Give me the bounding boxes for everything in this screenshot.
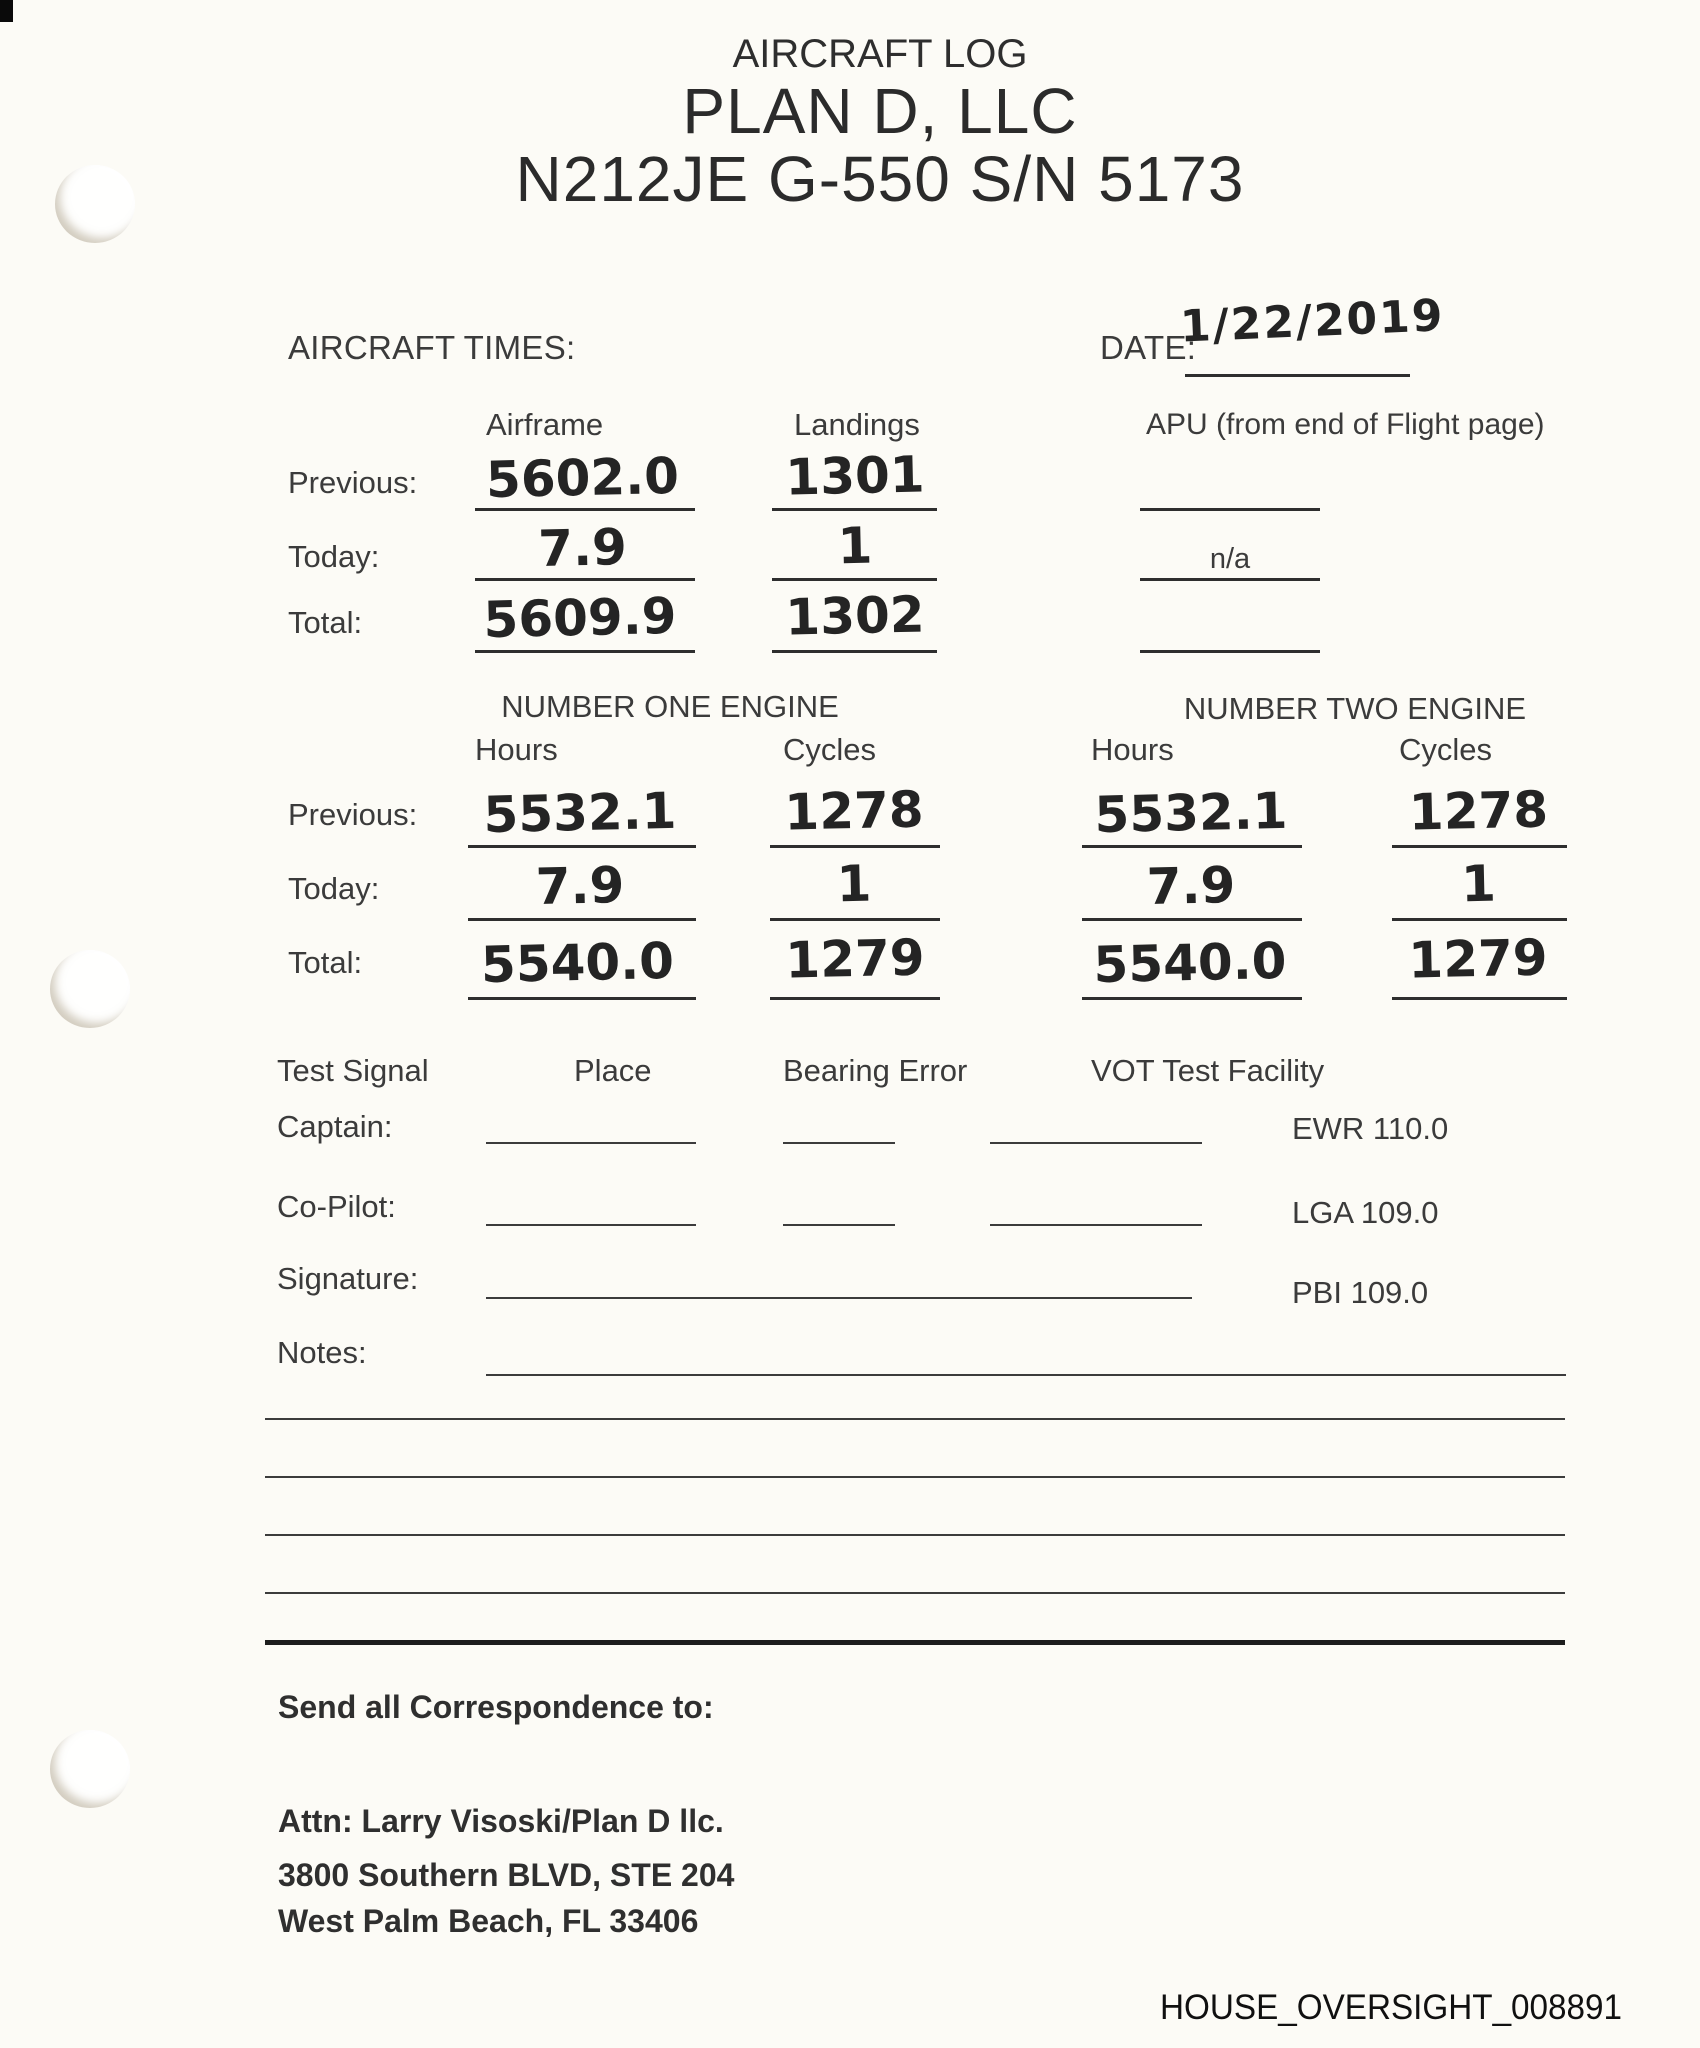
field-line bbox=[468, 918, 696, 921]
aircraft-id: N212JE G-550 S/N 5173 bbox=[515, 143, 1245, 215]
engine2-hours-header: Hours bbox=[1091, 732, 1174, 767]
apu-today-value: n/a bbox=[1209, 543, 1251, 575]
field-line bbox=[486, 1142, 696, 1144]
airframe-header: Airframe bbox=[486, 407, 604, 442]
vot-frequency-pbi: PBI 109.0 bbox=[1292, 1275, 1429, 1310]
field-line bbox=[770, 997, 940, 1000]
captain-label: Captain: bbox=[277, 1109, 393, 1144]
field-line bbox=[1392, 918, 1567, 921]
correspondence-address2: West Palm Beach, FL 33406 bbox=[278, 1903, 699, 1939]
engine-row-label-today: Today: bbox=[288, 871, 380, 906]
row-label-previous: Previous: bbox=[288, 465, 418, 500]
landings-previous-value: 1301 bbox=[784, 445, 926, 507]
vot-frequency-lga: LGA 109.0 bbox=[1292, 1195, 1439, 1230]
field-line bbox=[1082, 918, 1302, 921]
apu-header: APU (from end of Flight page) bbox=[1146, 408, 1545, 441]
notes-line bbox=[486, 1374, 1566, 1376]
field-line bbox=[1140, 650, 1320, 653]
place-header: Place bbox=[574, 1053, 652, 1088]
e1-hours-previous: 5532.1 bbox=[482, 781, 678, 845]
landings-header: Landings bbox=[794, 407, 920, 442]
engine1-cycles-header: Cycles bbox=[783, 732, 877, 767]
e1-cycles-previous: 1278 bbox=[783, 780, 925, 842]
notes-line bbox=[265, 1534, 1565, 1536]
field-line bbox=[1140, 508, 1320, 511]
signature-line bbox=[486, 1297, 1192, 1299]
field-line bbox=[783, 1142, 895, 1144]
airframe-previous-value: 5602.0 bbox=[485, 446, 680, 510]
field-line bbox=[1140, 578, 1320, 581]
hole-punch bbox=[55, 165, 135, 243]
engine-two-title: NUMBER TWO ENGINE bbox=[1183, 691, 1527, 726]
notes-line bbox=[265, 1592, 1565, 1594]
field-line bbox=[475, 650, 695, 653]
e1-cycles-today: 1 bbox=[835, 854, 873, 914]
e1-hours-total: 5540.0 bbox=[480, 931, 675, 995]
field-line bbox=[770, 845, 940, 848]
notes-line bbox=[265, 1476, 1565, 1478]
hole-punch bbox=[50, 950, 130, 1028]
field-line bbox=[772, 650, 937, 653]
vot-test-facility-header: VOT Test Facility bbox=[1091, 1053, 1325, 1088]
engine-row-label-total: Total: bbox=[288, 945, 363, 980]
field-line bbox=[468, 845, 696, 848]
date-value: 1/22/2019 bbox=[1178, 290, 1446, 353]
field-line bbox=[475, 508, 695, 511]
field-line bbox=[990, 1142, 1202, 1144]
field-line bbox=[1082, 997, 1302, 1000]
correspondence-heading: Send all Correspondence to: bbox=[278, 1689, 714, 1725]
e1-hours-today: 7.9 bbox=[535, 856, 625, 916]
field-line bbox=[1392, 845, 1567, 848]
e2-cycles-previous: 1278 bbox=[1408, 780, 1549, 842]
field-line bbox=[468, 997, 696, 1000]
doc-type-title: AIRCRAFT LOG bbox=[732, 32, 1028, 76]
hole-punch bbox=[50, 1730, 130, 1808]
e2-hours-previous: 5532.1 bbox=[1093, 781, 1289, 845]
engine1-hours-header: Hours bbox=[475, 732, 558, 767]
e2-cycles-total: 1279 bbox=[1407, 928, 1549, 990]
field-line bbox=[772, 578, 937, 581]
field-line bbox=[770, 918, 940, 921]
notes-line bbox=[265, 1418, 1565, 1420]
e2-hours-total: 5540.0 bbox=[1092, 931, 1288, 995]
airframe-today-value: 7.9 bbox=[537, 518, 628, 578]
field-line bbox=[772, 508, 937, 511]
date-label: DATE: bbox=[1100, 329, 1197, 366]
date-field-line bbox=[1185, 374, 1410, 377]
company-name: PLAN D, LLC bbox=[682, 75, 1078, 147]
e2-hours-today: 7.9 bbox=[1146, 856, 1236, 916]
row-label-total: Total: bbox=[288, 605, 363, 640]
engine-row-label-previous: Previous: bbox=[288, 797, 418, 832]
copilot-label: Co-Pilot: bbox=[277, 1189, 396, 1224]
airframe-total-value: 5609.9 bbox=[482, 586, 678, 650]
landings-total-value: 1302 bbox=[784, 585, 926, 647]
notes-label: Notes: bbox=[277, 1335, 367, 1370]
section-divider-line bbox=[265, 1640, 1565, 1645]
landings-today-value: 1 bbox=[836, 516, 874, 576]
bates-number: HOUSE_OVERSIGHT_008891 bbox=[1160, 1988, 1623, 2027]
field-line bbox=[990, 1224, 1202, 1226]
row-label-today: Today: bbox=[288, 539, 380, 574]
e1-cycles-total: 1279 bbox=[784, 928, 926, 990]
field-line bbox=[1392, 997, 1567, 1000]
bearing-error-header: Bearing Error bbox=[783, 1053, 968, 1088]
vot-frequency-ewr: EWR 110.0 bbox=[1292, 1111, 1449, 1146]
correspondence-attn: Attn: Larry Visoski/Plan D llc. bbox=[278, 1803, 724, 1839]
test-signal-header: Test Signal bbox=[277, 1053, 429, 1088]
e2-cycles-today: 1 bbox=[1460, 854, 1497, 914]
aircraft-times-label: AIRCRAFT TIMES: bbox=[288, 329, 576, 366]
field-line bbox=[783, 1224, 895, 1226]
correspondence-address1: 3800 Southern BLVD, STE 204 bbox=[278, 1857, 735, 1893]
scan-corner-mark bbox=[0, 0, 13, 22]
field-line bbox=[1082, 845, 1302, 848]
field-line bbox=[475, 578, 695, 581]
field-line bbox=[486, 1224, 696, 1226]
engine2-cycles-header: Cycles bbox=[1399, 732, 1493, 767]
engine-one-title: NUMBER ONE ENGINE bbox=[501, 689, 839, 724]
signature-label: Signature: bbox=[277, 1261, 419, 1296]
